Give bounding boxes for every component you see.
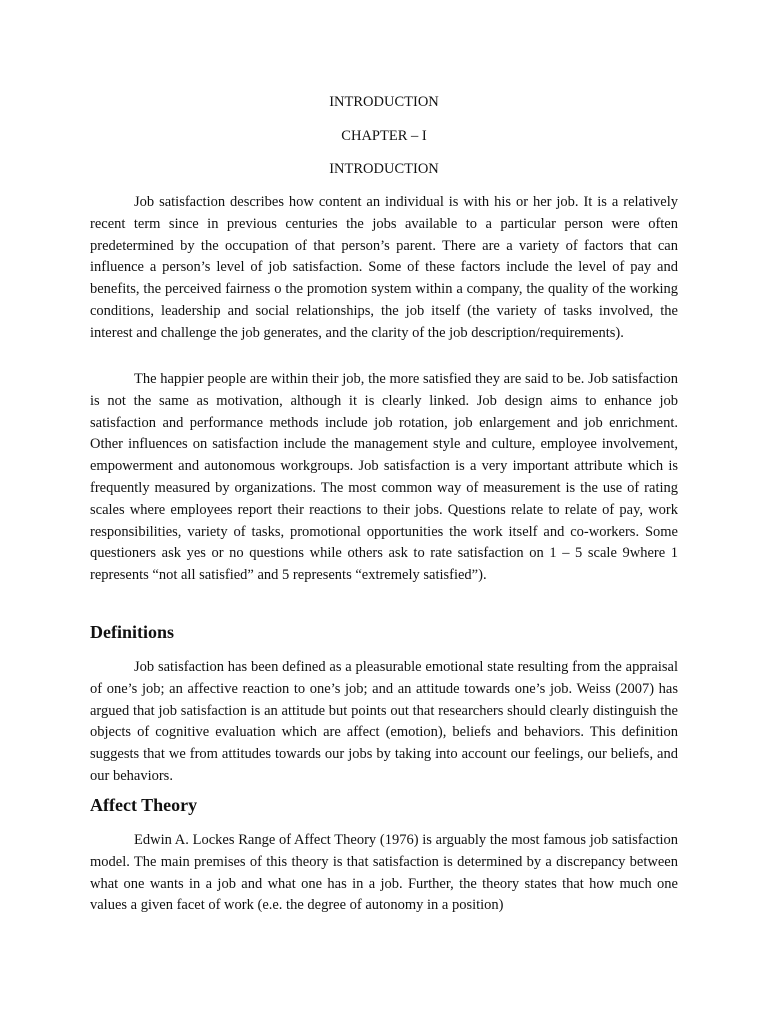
affect-theory-heading: Affect Theory	[90, 795, 198, 815]
intro-paragraph-2: The happier people are within their job, the more satisfied they are said to be. Job satisfaction is not the same as motivation, although it is clearly linked. Job design aims to enhance job satisfaction and performance methods include job rotation, job enlargement and job enrichment. Other influences on satisfaction include the management style and culture, employee involvement, empowerment and autonomous workgroups. Job satisfaction is a very important attribute which is frequently measured by organizations. The most common way of measurement is the use of rating scales where employees report their reactions to their jobs. Questions relate to relate of pay, work responsibilities, variety of tasks, promotional opportunities the work itself and co-workers. Some questioners ask yes or no questions while others ask to rate satisfaction on 1 – 5 scale 9where 1 represents “not all satisfied” and 5 represents “extremely satisfied”).	[90, 371, 678, 584]
running-title: INTRODUCTION	[329, 94, 439, 110]
affect-theory-paragraph: Edwin A. Lockes Range of Affect Theory (1976) is arguably the most famous job satisfaction model. The main premises of this theory is that satisfaction is determined by a discrepancy between what one wants in a job and what one has in a job. Further, the theory states that how much one values a given facet of work (e.e. the degree of autonomy in a position)	[90, 832, 678, 914]
intro-paragraph-1: Job satisfaction describes how content an individual is with his or her job. It is a relatively recent term since in previous centuries the jobs available to a particular person were often predetermined by the occupation of that person’s parent. There are a variety of factors that can influence a person’s level of job satisfaction. Some of these factors include the level of pay and benefits, the perceived fairness o the promotion system within a company, the quality of the working conditions, leadership and social relationships, the job itself (the variety of tasks involved, the interest and challenge the job generates, and the clarity of the job description/requirements).	[90, 194, 678, 341]
chapter-title: INTRODUCTION	[329, 161, 439, 177]
chapter-number: CHAPTER – I	[341, 128, 427, 144]
definitions-paragraph: Job satisfaction has been defined as a pleasurable emotional state resulting from the appraisal of one’s job; an affective reaction to one’s job; and an attitude towards one’s job. Weiss (2007) has argued that job satisfaction is an attitude but points out that researchers should clearly distinguish the objects of cognitive evaluation which are affect (emotion), beliefs and behaviors. This definition suggests that we from attitudes towards our jobs by taking into account our feelings, our beliefs, and our behaviors.	[90, 659, 678, 784]
definitions-heading: Definitions	[90, 622, 175, 642]
